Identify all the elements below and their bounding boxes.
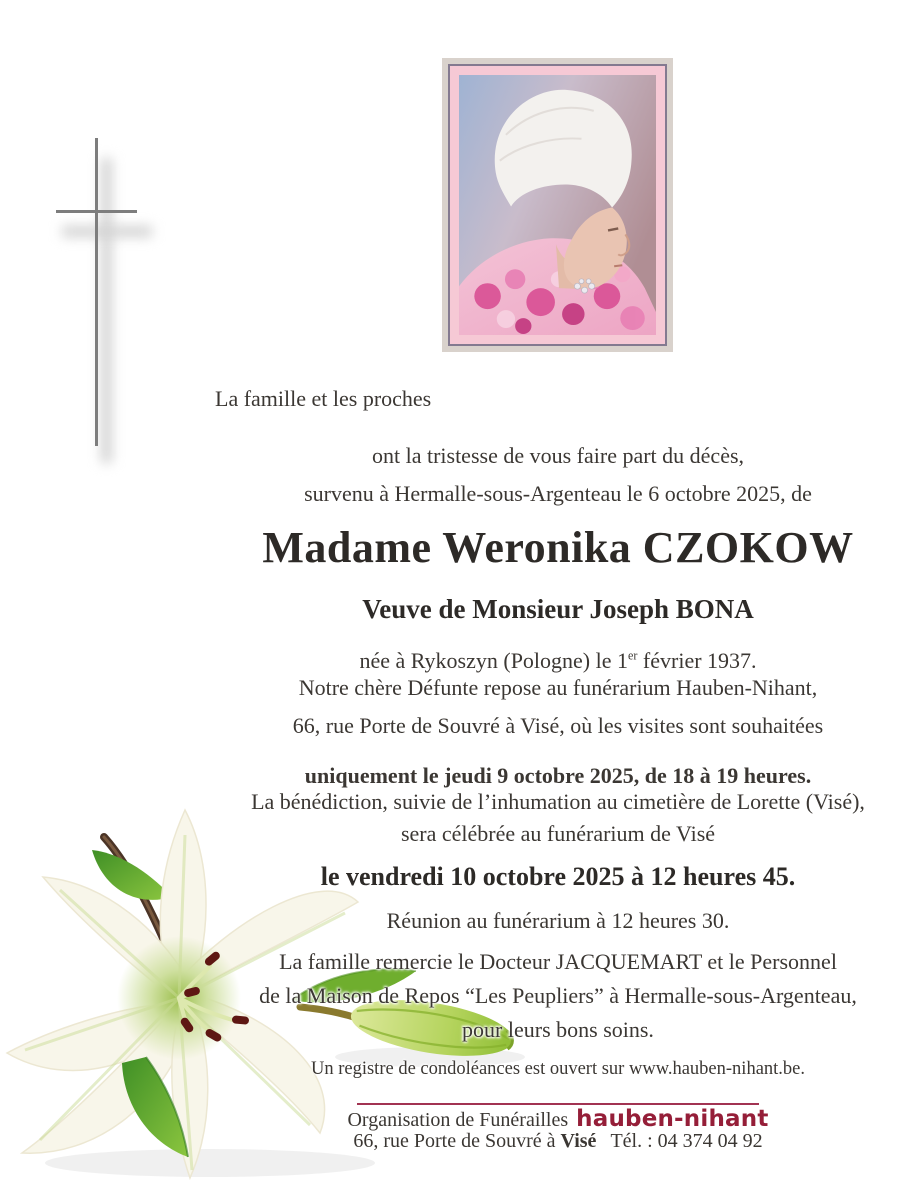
visitation-line-1: Notre chère Défunte repose au funérarium Hauben-Nihant,: [298, 675, 818, 700]
birth-line: née à Rykoszyn (Pologne) le 1er février 1937.: [359, 648, 757, 673]
footer-divider: [357, 1103, 759, 1105]
intro-line-2: ont la tristesse de vous faire part du décès,: [371, 443, 745, 468]
thanks-line-3: pour leurs bons soins.: [462, 1017, 654, 1042]
footer-organisation: Organisation de Funérailles hauben-nihant: [347, 1106, 769, 1132]
footer-phone: Tél. : 04 374 04 92: [610, 1130, 763, 1152]
thanks-line-2: de la Maison de Repos “Les Peupliers” à Hermalle-sous-Argenteau,: [259, 983, 857, 1008]
cross-shadow: [62, 226, 152, 237]
thanks-line-1: La famille remercie le Docteur JACQUEMART et le Personnel: [279, 949, 837, 974]
deceased-relation: Veuve de Monsieur Joseph BONA: [362, 594, 754, 624]
visitation-line-2: 66, rue Porte de Souvré à Visé, où les visites sont souhaitées: [292, 713, 824, 738]
cross-shadow: [101, 158, 112, 463]
visitation-hours: uniquement le jeudi 9 octobre 2025, de 18 à 19 heures.: [304, 763, 812, 788]
ceremony-line-2: sera célébrée au funérarium de Visé: [400, 821, 716, 846]
intro-line-3: survenu à Hermalle-sous-Argenteau le 6 octobre 2025, de: [304, 481, 812, 506]
announcement-text: [198, 0, 918, 1181]
ceremony-date: le vendredi 10 octobre 2025 à 12 heures 45.: [320, 862, 796, 891]
footer-address: 66, rue Porte de Souvré à Visé Tél. : 04 374 04 92: [353, 1130, 763, 1152]
superscript-er: er: [628, 648, 638, 663]
condolence-register-line: Un registre de condoléances est ouvert sur www.hauben-nihant.be.: [310, 1059, 806, 1079]
ceremony-line-1: La bénédiction, suivie de l’inhumation au cimetière de Lorette (Visé),: [251, 789, 865, 814]
funeral-home-logo: hauben-nihant: [576, 1106, 769, 1132]
deceased-name: Madame Weronika CZOKOW: [262, 523, 854, 572]
intro-line-1: La famille et les proches: [215, 386, 432, 411]
reunion-line: Réunion au funérarium à 12 heures 30.: [386, 908, 730, 933]
